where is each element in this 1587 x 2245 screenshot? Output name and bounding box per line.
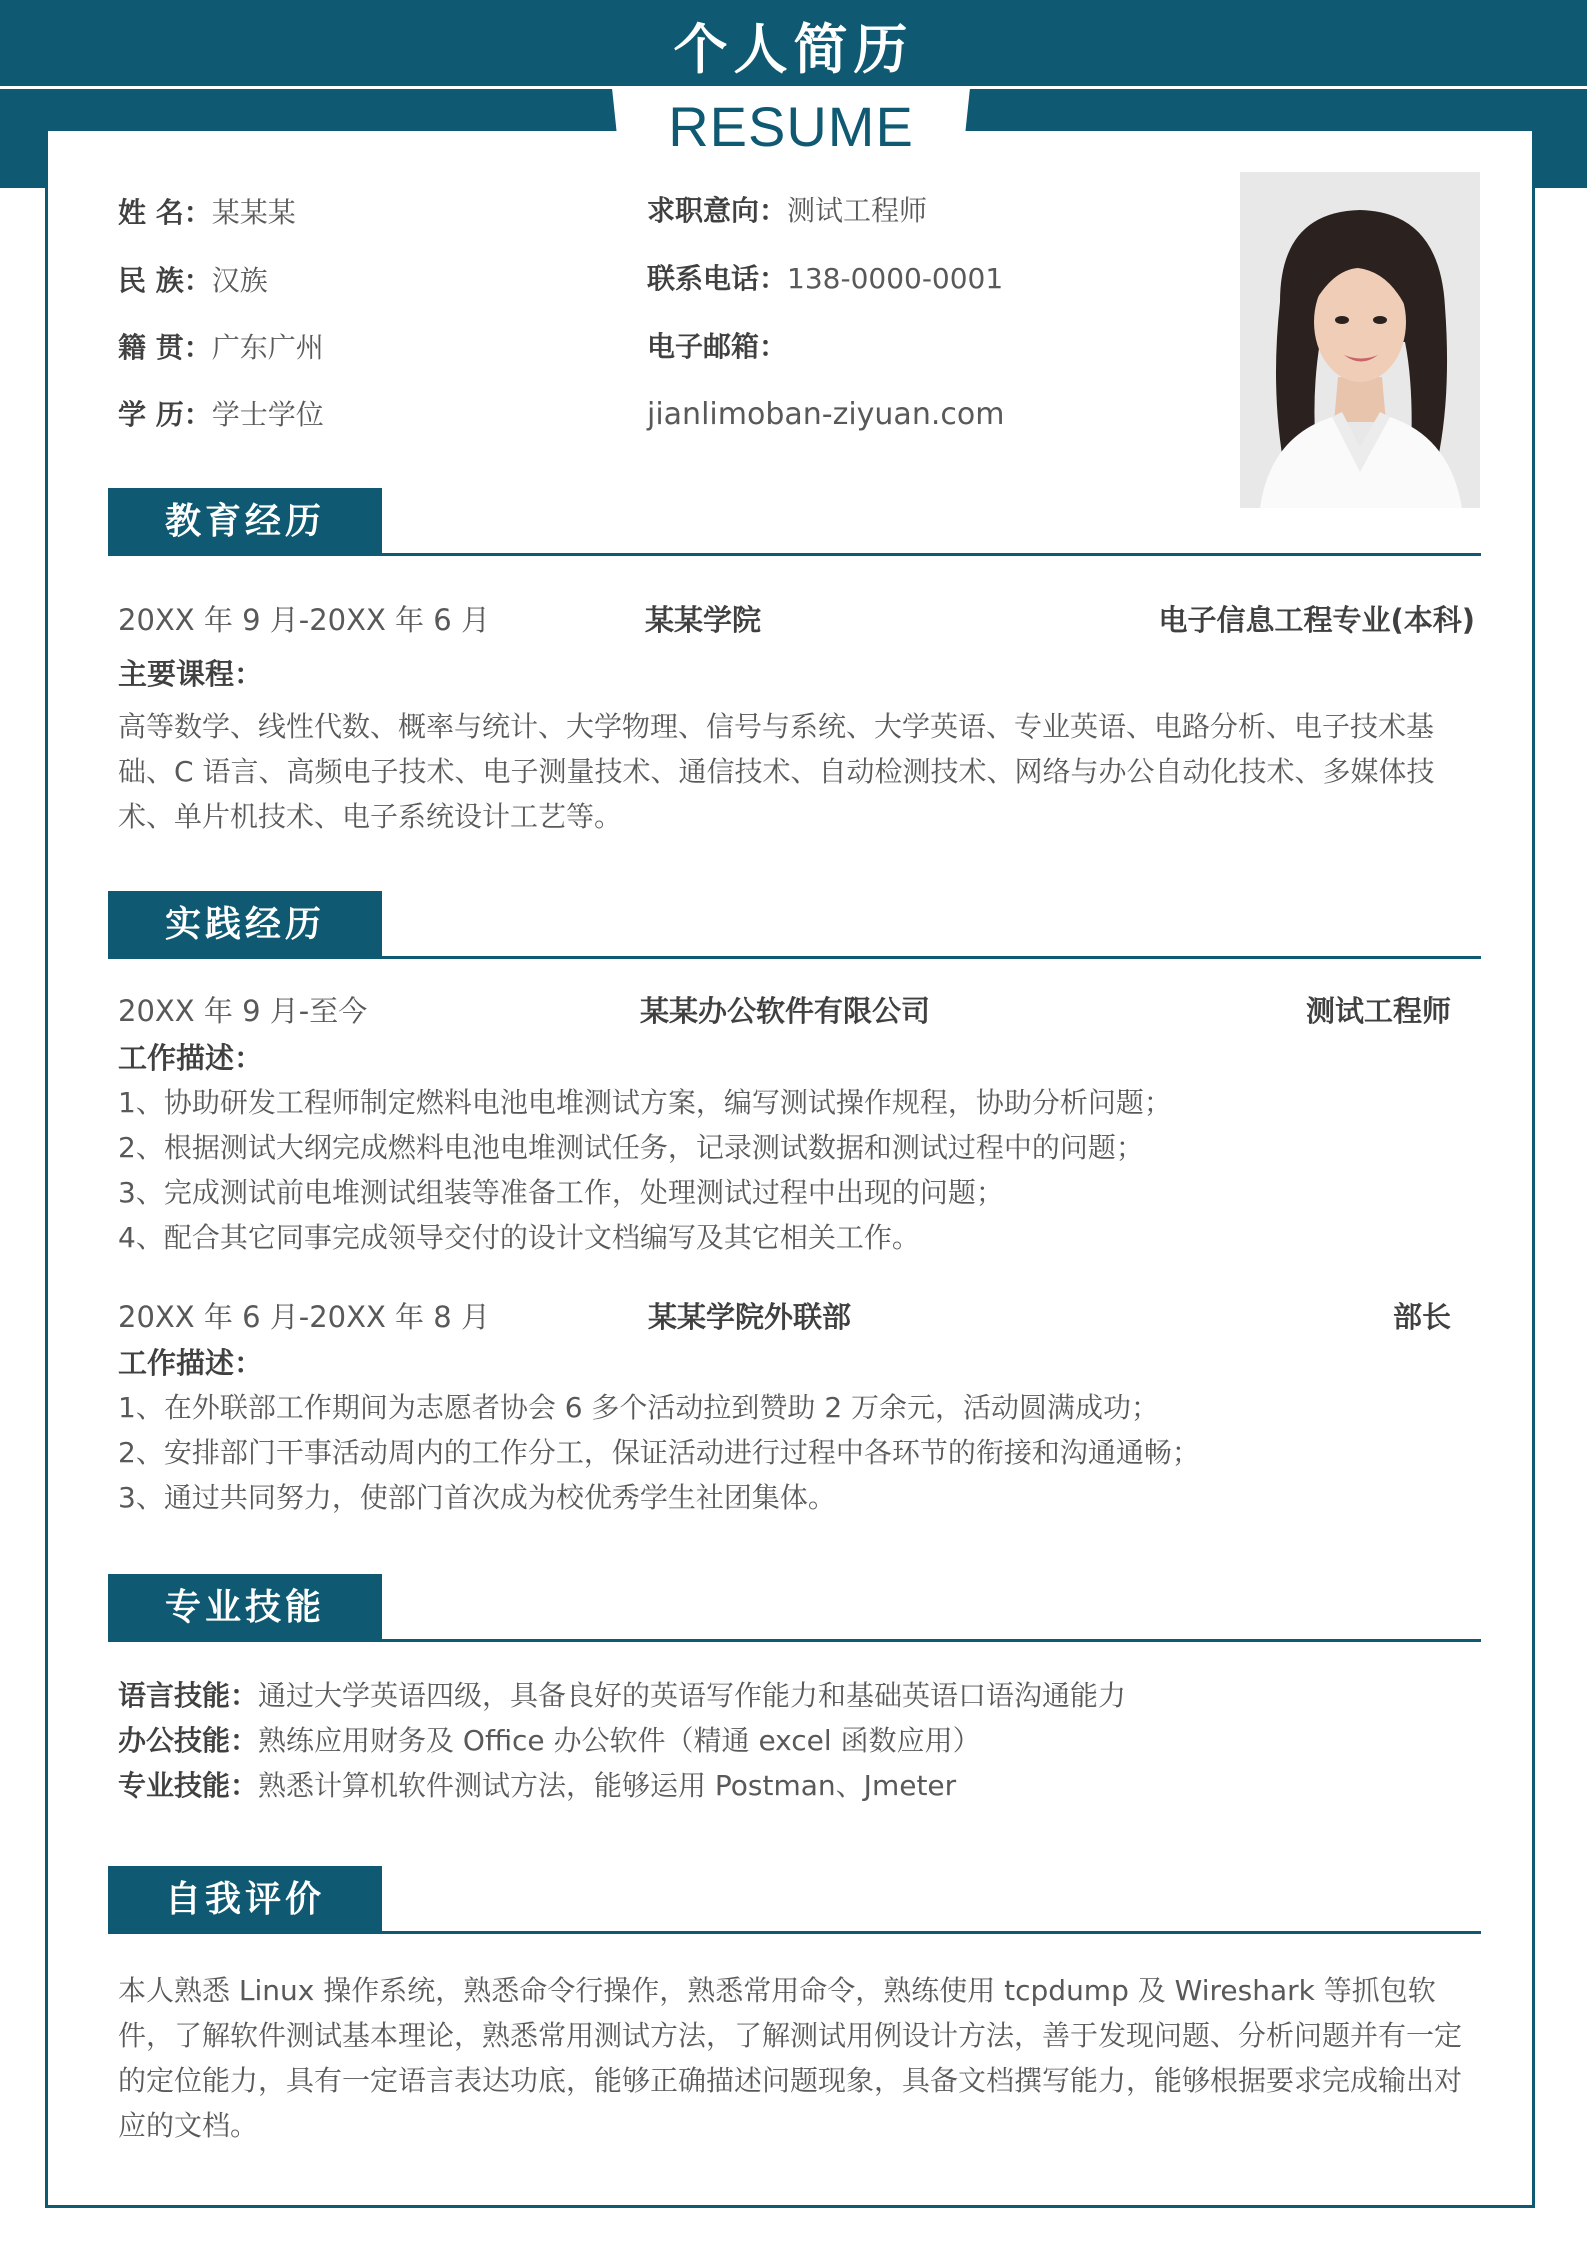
job-2-item-3: 3、通过共同努力，使部门首次成为校优秀学生社团集体。 [118,1481,836,1514]
job-2-org: 某某学院外联部 [648,1300,852,1334]
info-name-label: 姓 名： [118,196,212,229]
info-email-value: jianlimoban-ziyuan.com [647,397,1005,432]
education-major: 电子信息工程专业(本科) [1158,603,1475,637]
profile-photo [1240,172,1480,508]
job-1-org: 某某办公软件有限公司 [640,994,931,1028]
info-education-value: 学士学位 [211,398,324,431]
skill-office [118,1723,981,1759]
info-native-label: 籍 贯： [118,331,212,364]
section-self-eval-title: 自我评价 [108,1866,382,1934]
info-objective-label: 求职意向： [647,194,788,227]
job-1-item-3: 3、完成测试前电堆测试组装等准备工作，处理测试过程中出现的问题； [118,1176,1004,1209]
info-ethnicity-value: 汉族 [211,264,268,297]
page-title: 个人简历 [673,18,914,81]
job-1-role: 测试工程师 [1305,994,1451,1028]
education-school: 某某学院 [645,603,762,637]
skill-professional [118,1768,956,1804]
job-2-period: 20XX 年 6 月-20XX 年 8 月 [118,1300,490,1334]
skill-professional-text: 熟悉计算机软件测试方法，能够运用 Postman、Jmeter [258,1769,957,1802]
skill-office-text: 熟练应用财务及 Office 办公软件（精通 excel 函数应用） [258,1724,981,1757]
job-2-role: 部长 [1392,1300,1451,1334]
info-name [118,195,296,231]
info-ethnicity [118,263,268,299]
section-skills-title: 专业技能 [108,1574,382,1642]
section-self-eval-rule [382,1931,1481,1934]
section-self-eval-header [108,1866,1481,1934]
page-subtitle: RESUME [668,95,914,158]
info-email-label: 电子邮箱： [647,330,788,363]
education-period: 20XX 年 9 月-20XX 年 6 月 [118,603,490,637]
section-practice-rule [382,956,1481,959]
section-skills-rule [382,1639,1481,1642]
skill-language [118,1678,1126,1714]
section-practice-title: 实践经历 [108,891,382,959]
info-native [118,330,324,366]
job-1-item-2: 2、根据测试大纲完成燃料电池电堆测试任务，记录测试数据和测试过程中的问题； [118,1131,1144,1164]
job-2-desc-label: 工作描述： [118,1346,264,1380]
education-courses: 高等数学、线性代数、概率与统计、大学物理、信号与系统、大学英语、专业英语、电路分析、电子技术基础、C 语言、高频电子技术、电子测量技术、通信技术、自动检测技术、网络与办公自动化技术、多媒体技术、单片机技术、电子系统设计工艺等。 [118,710,1435,833]
section-education-rule [382,553,1481,556]
job-1-desc-label: 工作描述： [118,1041,264,1075]
info-name-value: 某某某 [211,196,296,229]
info-phone [647,261,1003,297]
info-phone-value: 138-0000-0001 [787,262,1004,295]
self-eval-text: 本人熟悉 Linux 操作系统，熟悉命令行操作，熟悉常用命令，熟练使用 tcpdump 及 Wireshark 等抓包软件，了解软件测试基本理论，熟悉常用测试方法，了解测试用例设计方法，善于发现问题、分析问题并有一定的定位能力，具有一定语言表达功底，能够正确描述问题现象，具备文档撰写能力，能够根据要求完成输出对应的文档。 [118,1974,1463,2142]
skill-professional-label: 专业技能： [118,1769,259,1802]
job-2-item-2: 2、安排部门干事活动周内的工作分工，保证活动进行过程中各环节的衔接和沟通通畅； [118,1436,1200,1469]
section-education-title: 教育经历 [108,488,382,556]
skill-office-label: 办公技能： [118,1724,259,1757]
portrait-illustration [1240,172,1480,508]
job-1-period: 20XX 年 9 月-至今 [118,994,368,1028]
education-courses-label: 主要课程： [118,657,264,691]
job-1-item-4: 4、配合其它同事完成领导交付的设计文档编写及其它相关工作。 [118,1221,920,1254]
section-skills-header [108,1574,1481,1642]
section-education-header [108,488,1481,556]
job-2-item-1: 1、在外联部工作期间为志愿者协会 6 多个活动拉到赞助 2 万余元，活动圆满成功； [118,1391,1160,1424]
skill-language-text: 通过大学英语四级，具备良好的英语写作能力和基础英语口语沟通能力 [258,1679,1127,1712]
info-education [118,397,324,433]
info-objective [647,193,927,229]
info-native-value: 广东广州 [211,331,324,364]
info-email [647,329,787,365]
info-education-label: 学 历： [118,398,212,431]
info-ethnicity-label: 民 族： [118,264,212,297]
info-phone-label: 联系电话： [647,262,788,295]
section-practice-header [108,891,1481,959]
skill-language-label: 语言技能： [118,1679,259,1712]
job-1-item-1: 1、协助研发工程师制定燃料电池电堆测试方案，编写测试操作规程，协助分析问题； [118,1086,1172,1119]
info-objective-value: 测试工程师 [787,194,928,227]
